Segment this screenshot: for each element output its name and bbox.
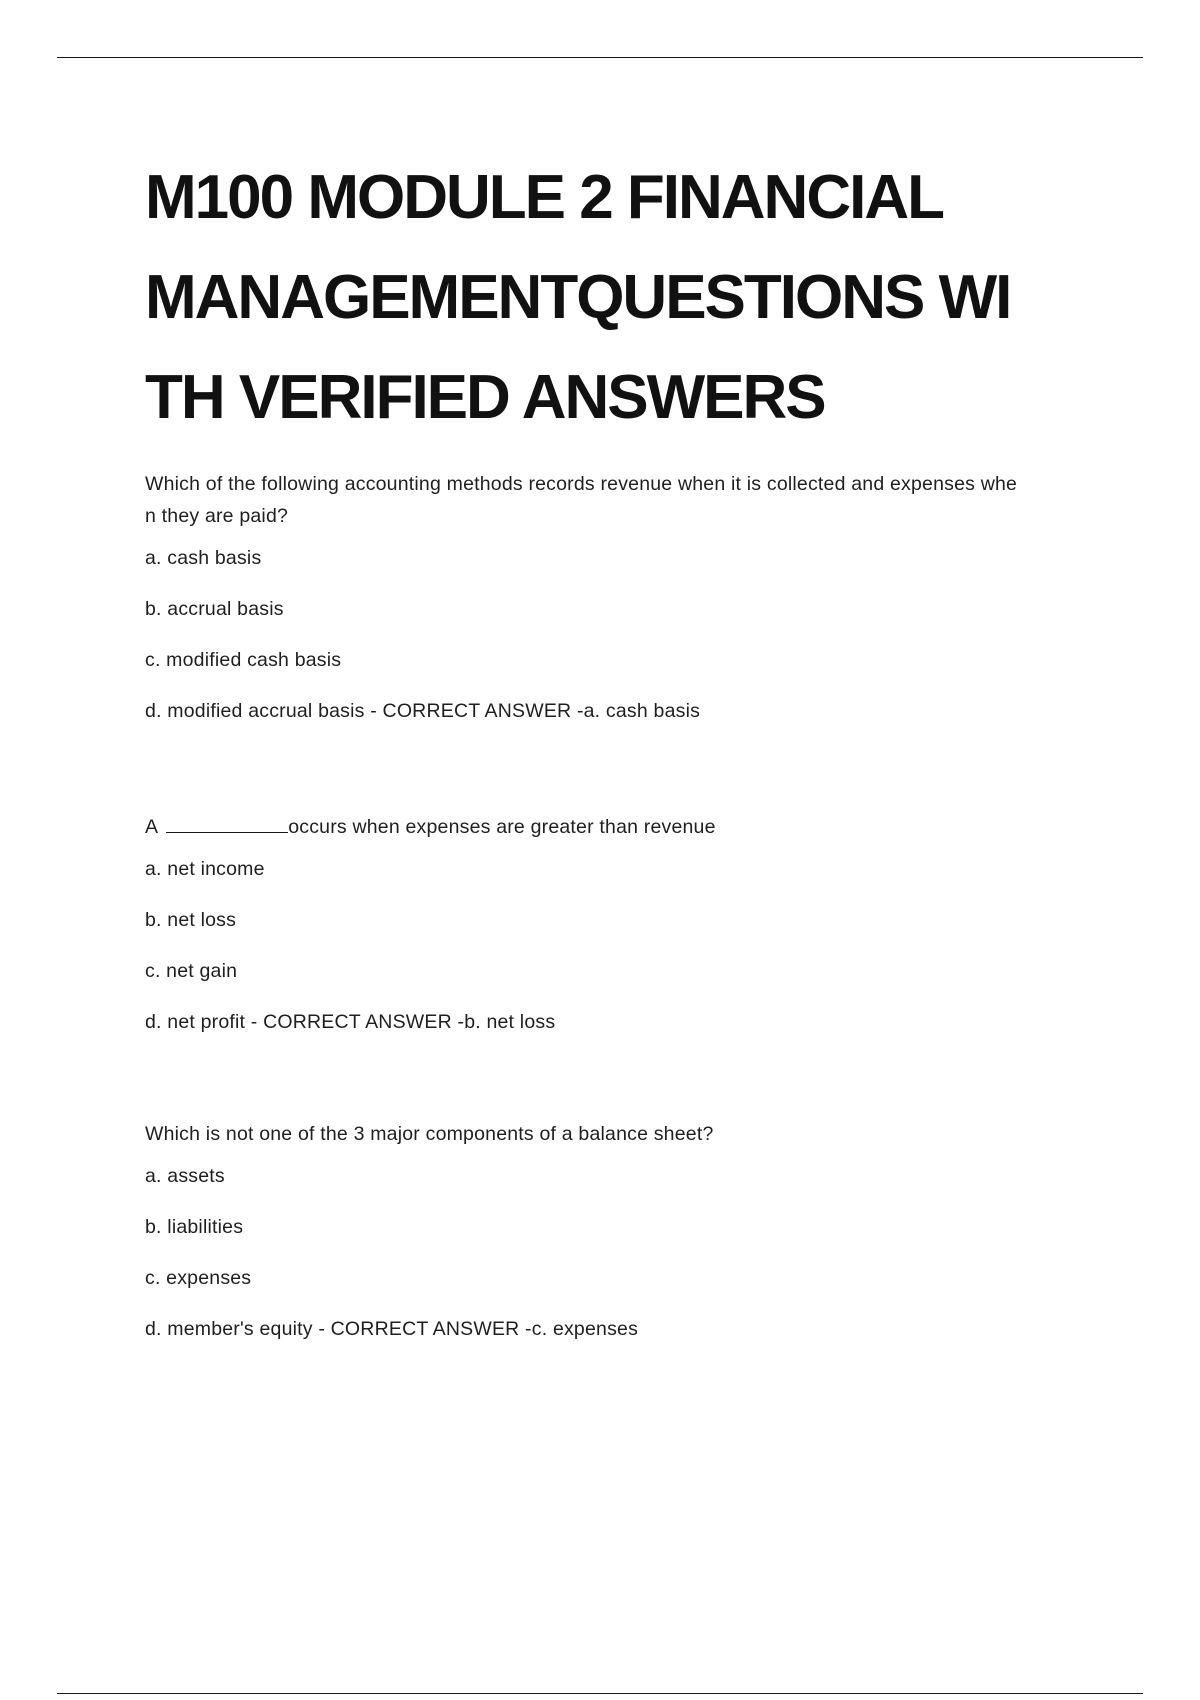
- question-3-option-c: c. expenses: [145, 1267, 252, 1289]
- fill-in-blank-line: [166, 814, 288, 833]
- question-block-2: [145, 811, 1085, 1034]
- title-line-3: TH VERIFIED ANSWERS: [145, 363, 825, 432]
- question-3-option-d-answer: d. member's equity - CORRECT ANSWER -c. expenses: [145, 1318, 639, 1340]
- title-line-1: M100 MODULE 2 FINANCIAL: [145, 163, 943, 232]
- footer-rule: [57, 1693, 1143, 1694]
- question-1-text-line-1: Which of the following accounting methods records revenue when it is collected and expenses whe: [145, 473, 1018, 495]
- question-2-option-a: a. net income: [145, 858, 265, 880]
- question-3-option-b: b. liabilities: [145, 1216, 244, 1238]
- question-2-option-d-answer: d. net profit - CORRECT ANSWER -b. net loss: [145, 1011, 556, 1033]
- question-2-text: [145, 811, 1085, 843]
- question-1-option-c: c. modified cash basis: [145, 649, 342, 671]
- question-block-3: [145, 1118, 1085, 1341]
- question-2-prefix: A: [145, 816, 159, 838]
- question-block-1: [145, 468, 1085, 723]
- question-2-suffix: occurs when expenses are greater than revenue: [288, 816, 716, 838]
- document-title: [145, 148, 1125, 448]
- question-1-option-d-answer: d. modified accrual basis - CORRECT ANSWER -a. cash basis: [145, 700, 701, 722]
- question-2-option-c: c. net gain: [145, 960, 238, 982]
- question-1-option-b: b. accrual basis: [145, 598, 284, 620]
- question-2-option-b: b. net loss: [145, 909, 237, 931]
- question-3-option-a: a. assets: [145, 1165, 225, 1187]
- title-line-2: MANAGEMENTQUESTIONS WI: [145, 263, 1011, 332]
- question-3-text: Which is not one of the 3 major components of a balance sheet?: [145, 1123, 714, 1145]
- question-1-text-line-2: n they are paid?: [145, 505, 289, 527]
- header-rule: [57, 57, 1143, 58]
- question-1-option-a: a. cash basis: [145, 547, 262, 569]
